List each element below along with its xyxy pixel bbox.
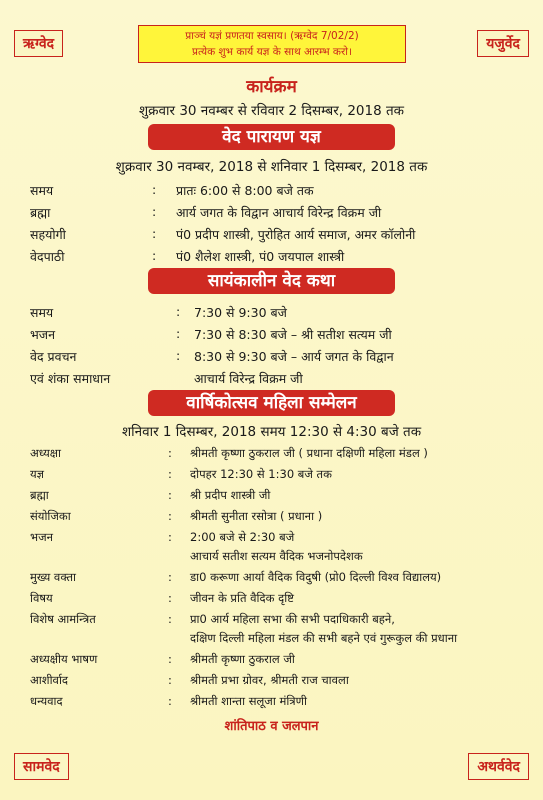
row-label: धन्यवाद (30, 694, 63, 708)
row-label: सहयोगी (30, 227, 66, 242)
row-value: आचार्य सतीश सत्यम वैदिक भजनोपदेशक (190, 549, 363, 563)
row-label: अध्यक्षीय भाषण (30, 652, 98, 666)
section-banner-sayankalin-katha: सायंकालीन वेद कथा (148, 268, 395, 294)
row-label: आशीर्वाद (30, 673, 69, 687)
row-label: मुख्य वक्ता (30, 570, 77, 584)
section-banner-mahila-sammelan: वार्षिकोत्सव महिला सम्मेलन (148, 390, 395, 416)
row-value: श्रीमती कृष्णा ठुकराल जी (190, 652, 295, 666)
corner-atharvaveda: अथर्ववेद (468, 753, 529, 780)
row-value: 2:00 बजे से 2:30 बजे (190, 530, 295, 544)
row-label: समय (30, 183, 54, 198)
row-label: वेदपाठी (30, 249, 65, 264)
row-value: दोपहर 12:30 से 1:30 बजे तक (190, 467, 332, 481)
row-label: अध्यक्षा (30, 446, 62, 460)
row-value: श्रीमती कृष्णा ठुकराल जी ( प्रधाना दक्षिणी महिला मंडल ) (190, 446, 428, 460)
quote-line-1: प्राञ्चं यज्ञं प्रणतया स्वसाय। (ऋग्वेद 7/02/2) (185, 30, 359, 42)
row-label: विषय (30, 591, 53, 605)
row-label: ब्रह्मा (30, 488, 49, 502)
row-value: आर्य जगत के विद्वान आचार्य विरेन्द्र विक्रम जी (176, 205, 382, 220)
corner-yajurveda: यजुर्वेद (477, 30, 529, 57)
row-value: पं0 प्रदीप शास्त्री, पुरोहित आर्य समाज, अमर कॉलोनी (176, 227, 416, 242)
row-value: श्रीमती शान्ता सलूजा मंत्रिणी (190, 694, 307, 708)
section1-dates: शुक्रवार 30 नवम्बर, 2018 से शनिवार 1 दिसम्बर, 2018 तक (115, 159, 428, 175)
corner-rigveda: ऋग्वेद (14, 30, 63, 57)
row-value: 7:30 से 9:30 बजे (194, 305, 287, 320)
row-label: भजन (30, 530, 53, 544)
row-value: प्रा0 आर्य महिला सभा की सभी पदाधिकारी बहने, (190, 612, 395, 626)
invitation-page: ऋग्वेद यजुर्वेद प्राञ्चं यज्ञं प्रणतया स्वसाय। (ऋग्वेद 7/02/2) प्रत्येक शुभ कार्य यज्ञ के साथ आरम्भ करो। कार्यक्रम शुक्रवार 30 नवम्बर से रविवार 2 दिसम्बर, 2018 तक वेद पारायण यज्ञ शुक्रवार 30 नवम्बर, 2018 से शनिवार 1 दिसम्बर, 2018 तक समय : प्रातः 6:00 से 8:00 बजे तक ब्रह्मा : आर्य जगत के विद्वान आचार्य विरेन्द्र विक्रम जी सहयोगी : पं0 प्रदीप शास्त्री, पुरोहित आर्य समाज, अमर कॉलोनी वेदपाठी : पं0 शैलेश शास्त्री, पं0 जयपाल शास्त्री सायंकालीन वेद कथा समय : 7:30 से 9:30 बजे भजन : 7:30 से 8:30 बजे – श्री सतीश सत्यम जी वेद प्रवचन : 8:30 से 9:30 बजे – आर्य जगत के विद्वान एवं शंका समाधान आचार्य विरेन्द्र विक्रम जी वार्षिकोत्सव महिला सम्मेलन शनिवार 1 दिसम्बर, 2018 समय 12:30 से 4:30 बजे तक अध्यक्षा : श्रीमती कृष्णा ठुकराल जी ( प्रधाना दक्षिणी महिला मंडल ) यज्ञ : दोपहर 12:30 से 1:30 बजे तक ब्रह्मा : श्री प्रदीप शास्त्री जी संयोजिका : श्रीमती सुनीता रसोत्रा ( प्रधाना ) भजन : 2:00 बजे से 2:30 बजे आचार्य सतीश सत्यम वैदिक भजनोपदेशक मुख्य वक्ता : डा0 करूणा आर्या वैदिक विदुषी (प्रो0 दिल्ली विश्व विद्यालय) विषय : जीवन के प्रति वैदिक दृष्टि विशेष आमन्त्रित : प्रा0 आर्य महिला सभा की सभी पदाधिकारी बहने, दक्षिण दिल्ली महिला मंडल की सभी बहने एवं गुरूकुल की प्रधाना अध्यक्षीय भाषण : श्रीमती कृष्णा ठुकराल जी आशीर्वाद : श्रीमती प्रभा ग्रोवर, श्रीमती राज चावला धन्यवाद : श्रीमती शान्ता सलूजा मंत्रिणी शांतिपाठ व जलपान सामवेद अथर्ववेद (0, 0, 543, 800)
quote-line-2: प्रत्येक शुभ कार्य यज्ञ के साथ आरम्भ करो। (192, 46, 352, 58)
section3-dates: शनिवार 1 दिसम्बर, 2018 समय 12:30 से 4:30 बजे तक (121, 424, 422, 440)
row-value: 7:30 से 8:30 बजे – श्री सतीश सत्यम जी (194, 327, 392, 342)
section-banner-ved-parayan: वेद पारायण यज्ञ (148, 124, 395, 150)
row-value: डा0 करूणा आर्या वैदिक विदुषी (प्रो0 दिल्ली विश्व विद्यालय) (190, 570, 442, 584)
program-dates: शुक्रवार 30 नवम्बर से रविवार 2 दिसम्बर, 2018 तक (138, 103, 405, 119)
row-value: पं0 शैलेश शास्त्री, पं0 जयपाल शास्त्री (176, 249, 345, 264)
row-label: विशेष आमन्त्रित (30, 612, 96, 626)
row-label: भजन (30, 327, 56, 342)
program-title: कार्यक्रम (246, 77, 297, 97)
row-value: 8:30 से 9:30 बजे – आर्य जगत के विद्वान (194, 349, 394, 364)
corner-samaveda: सामवेद (14, 753, 69, 780)
row-value: श्री प्रदीप शास्त्री जी (190, 488, 271, 502)
row-label: यज्ञ (30, 467, 45, 481)
row-value: जीवन के प्रति वैदिक दृष्टि (190, 591, 294, 605)
row-label: समय (30, 305, 54, 320)
row-label: ब्रह्मा (30, 205, 51, 220)
vedic-quote-box (138, 25, 406, 63)
row-label: एवं शंका समाधान (30, 371, 111, 386)
row-label: वेद प्रवचन (30, 349, 77, 364)
row-value: श्रीमती प्रभा ग्रोवर, श्रीमती राज चावला (190, 673, 349, 687)
row-value: दक्षिण दिल्ली महिला मंडल की सभी बहने एवं गुरूकुल की प्रधाना (190, 631, 458, 645)
row-label: संयोजिका (30, 509, 71, 523)
row-value: श्रीमती सुनीता रसोत्रा ( प्रधाना ) (190, 509, 323, 523)
closing-line: शांतिपाठ व जलपान (224, 719, 319, 734)
row-value: आचार्य विरेन्द्र विक्रम जी (194, 371, 303, 386)
row-value: प्रातः 6:00 से 8:00 बजे तक (176, 183, 314, 198)
